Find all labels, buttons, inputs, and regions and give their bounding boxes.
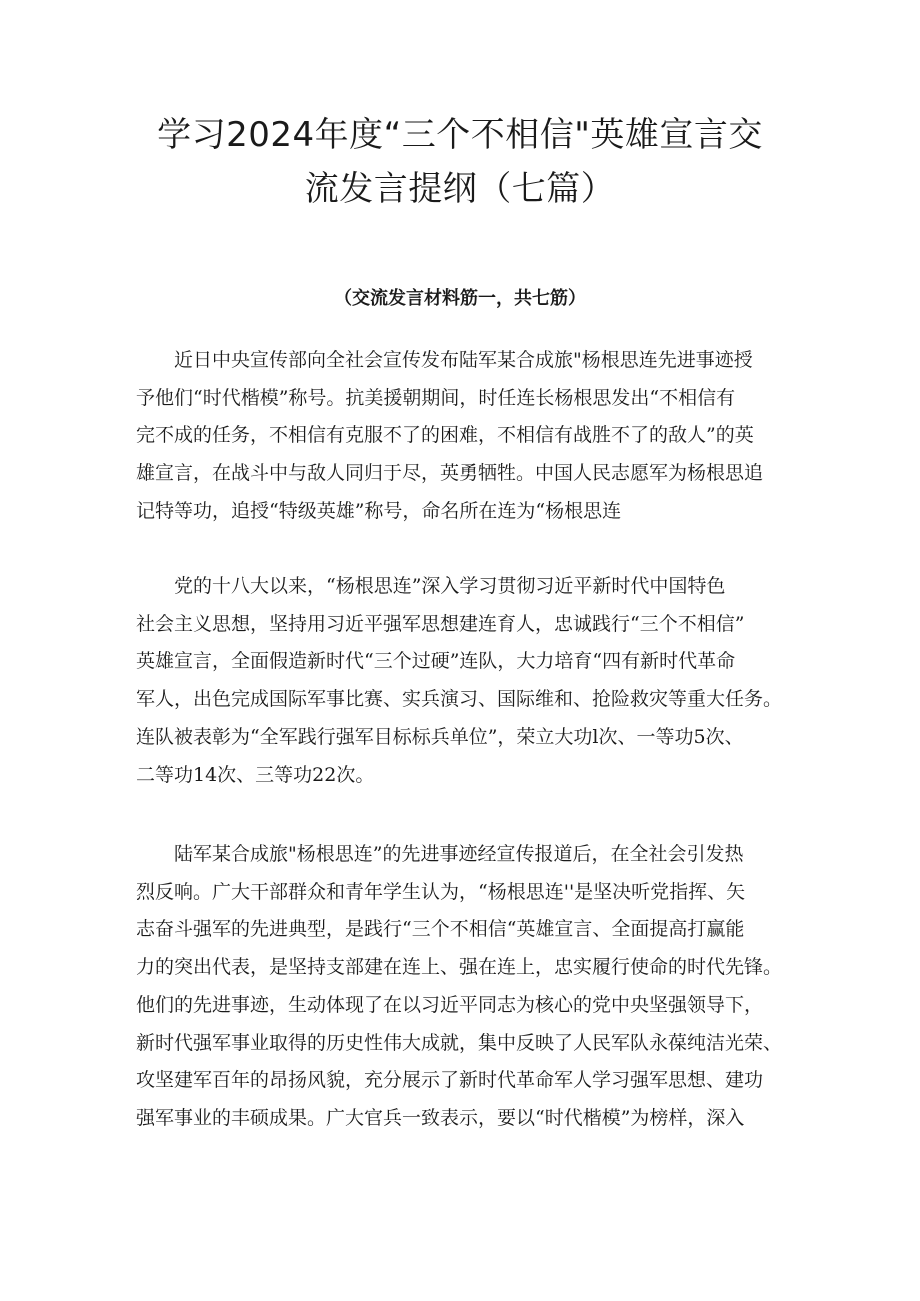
- text-line: 力的突出代表，是坚持支部建在连上、强在连上，忠实履行使命的时代先锋。: [136, 956, 783, 979]
- text-line: 党的十八大以来，“杨根思连”深入学习贯彻习近平新时代中国特色: [174, 575, 726, 597]
- text-line: 志奋斗强军的先进典型，是践行“三个不相信“英雄宣言、全面提高打赢能: [136, 918, 745, 941]
- text-line: 予他们“时代楷模”称号。抗美援朝期间，时任连长杨根思发出“不相信有: [136, 386, 736, 409]
- text-line: 军人，出色完成国际军事比赛、实兵演习、国际维和、抢险救灾等重大任务。: [136, 688, 783, 711]
- text-line: 陆军某合成旅"杨根思连”的先进事迹经宣传报道后，在全社会引发热: [174, 843, 744, 865]
- text-line: 雄宣言，在战斗中与敌人同归于尽，英勇牺牲。中国人民志愿军为杨根思追: [136, 462, 764, 485]
- paragraph-2: [136, 568, 796, 794]
- text-line: 社会主义思想，坚持用习近平强军思想建连育人，忠诚践行“三个不相信”: [136, 612, 745, 635]
- text-line: 英雄宣言，全面假造新时代“三个过硬”连队，大力培育“四有新时代革命: [136, 650, 736, 673]
- text-line: 完不成的任务，不相信有克服不了的困难，不相信有战胜不了的敌人”的英: [136, 424, 754, 447]
- paragraph-1: [136, 342, 796, 531]
- text-line: 烈反响。广大干部群众和青年学生认为，“杨根思连''是坚决听党指挥、矢: [136, 880, 746, 903]
- text-line: 二等功14次、三等功22次。: [136, 763, 375, 786]
- paragraph-3: [136, 836, 796, 1138]
- text-line: 连队被表彰为“全军践行强军目标标兵单位”，荣立大功l次、一等功5次、: [136, 725, 744, 748]
- document-subtitle: （交流发言材料筋一，共七筋）: [334, 288, 586, 309]
- text-line: 他们的先进事迹，生动体现了在以习近平同志为核心的党中央坚强领导下，: [136, 993, 764, 1016]
- document-title: [140, 108, 780, 216]
- title-line: 学习2024年度“三个不相信"英雄宣言交: [157, 115, 763, 155]
- text-line: 强军事业的丰硕成果。广大官兵一致表示，要以“时代楷模”为榜样，深入: [136, 1106, 745, 1129]
- title-line: 流发言提纲（七篇）: [304, 169, 616, 209]
- text-line: 新时代强军事业取得的历史性伟大成就，集中反映了人民军队永葆纯洁光荣、: [136, 1031, 783, 1054]
- text-line: 攻坚建军百年的昂扬风貌，充分展示了新时代革命军人学习强军思想、建功: [136, 1069, 764, 1092]
- text-line: 近日中央宣传部向全社会宣传发布陆军某合成旅"杨根思连先进事迹授: [174, 349, 753, 371]
- text-line: 记特等功，追授“特级英雄”称号，命名所在连为“杨根思连: [136, 499, 622, 522]
